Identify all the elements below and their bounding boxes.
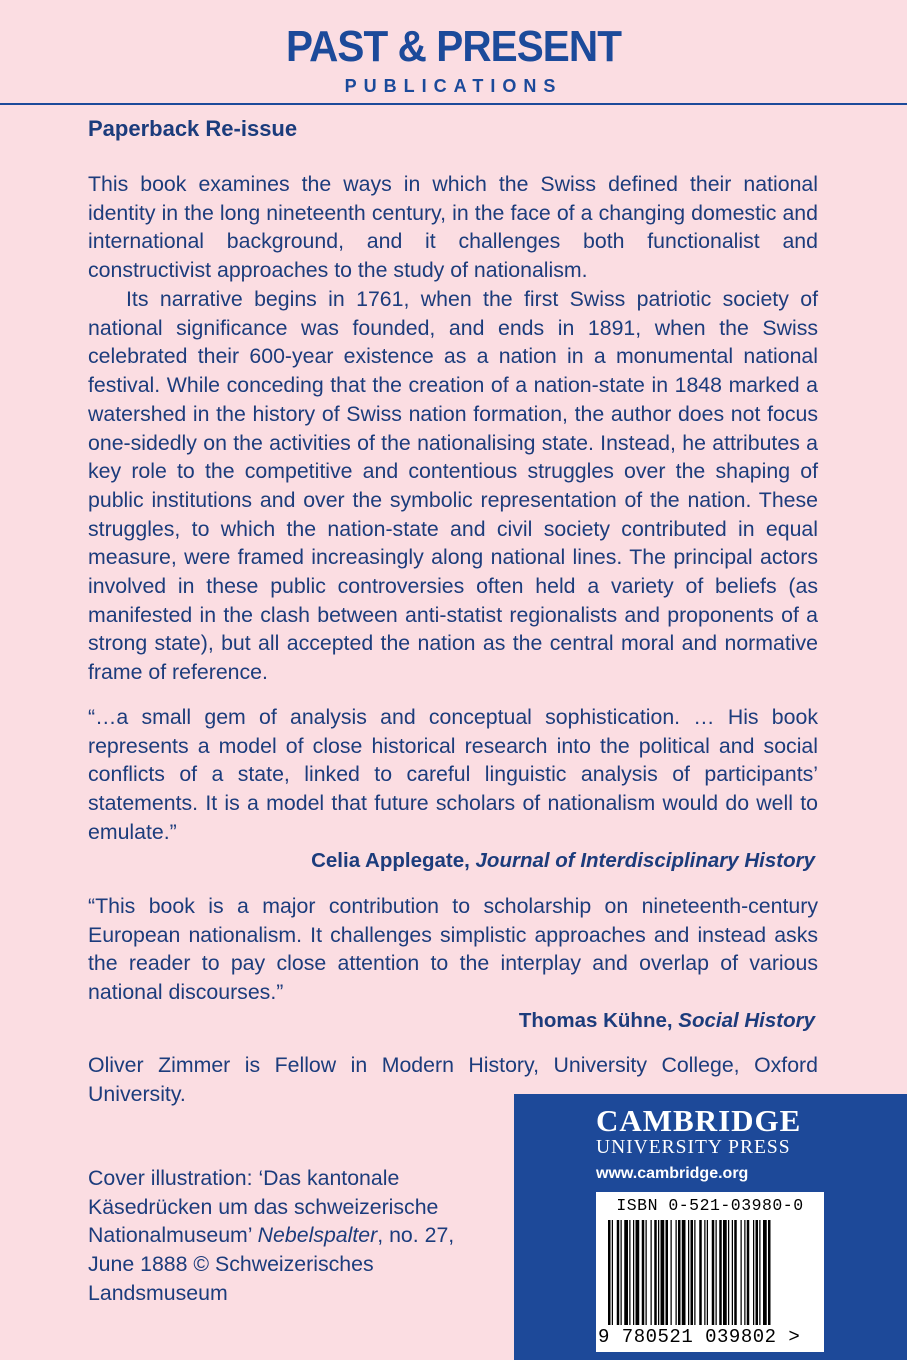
cover-illustration-credit: [88, 1164, 468, 1308]
review-attribution-2: [519, 1007, 815, 1035]
blurb-paragraph-2: Its narrative begins in 1761, when the first Swiss patriotic society of national significance was founded, and ends in 1891, when the Swiss celebrated their 600-year existence as a nation in a monumental national festival. While conceding that the creation of a nation-state in 1848 marked a watershed in the history of Swiss nation formation, the author does not focus one-sidedly on the activities of the nationalising state. Instead, he attributes a key role to the competitive and contentious struggles over the shaping of public institutions and over the symbolic representation of the nation. These struggles, to which the nation-state and civil society contributed in equal measure, were framed increasingly along national lines. The principal actors involved in these public controversies often held a variety of beliefs (as manifested in the clash between anti-statist regionalists and proponents of a strong state), but all accepted the nation as the central moral and normative frame of reference.: [88, 287, 818, 685]
review-source-2: Social History: [678, 1009, 815, 1032]
barcode-icon: [608, 1220, 812, 1325]
publisher-name: CAMBRIDGE: [596, 1103, 802, 1138]
review-author-1: Celia Applegate,: [311, 849, 470, 872]
publisher-website: www.cambridge.org: [596, 1165, 749, 1182]
blurb-paragraph-1: This book examines the ways in which the Swiss defined their national identity in the long nineteenth century, in the face of a changing domestic and international background, and it challenges both functionalist and constructivist approaches to the study of nationalism.: [88, 172, 818, 283]
review-quote-2: “This book is a major contribution to scholarship on nineteenth-century European nationalism. It challenges simplistic approaches and instead asks the reader to pay close attention to the interplay and overlap of various national discourses.”: [88, 894, 818, 1005]
author-bio: Oliver Zimmer is Fellow in Modern History, University College, Oxford University.: [88, 1053, 818, 1106]
review-author-2: Thomas Kühne,: [518, 1009, 673, 1032]
masthead: [0, 0, 907, 104]
review-quote-1: “…a small gem of analysis and conceptual sophistication. … His book represents a model of close historical research into the political and social conflicts of a state, linked to careful linguistic analysis of participants’ statements. It is a model that future scholars of nationalism would do well to emulate.”: [88, 705, 818, 844]
masthead-divider: [0, 103, 907, 105]
review-attribution-1: [311, 847, 815, 875]
review-source-1: Journal of Interdisciplinary History: [475, 849, 815, 872]
ean-digits: 9 780521 039802 >: [598, 1326, 801, 1348]
cover-credit-publication: Nebelspalter: [257, 1223, 378, 1248]
series-subtitle: PUBLICATIONS: [344, 76, 563, 96]
barcode-panel: [596, 1192, 824, 1352]
publisher-press: UNIVERSITY PRESS: [596, 1137, 791, 1158]
series-title: PAST & PRESENT: [286, 22, 621, 71]
isbn-label: ISBN 0-521-03980-0: [616, 1196, 804, 1215]
cover-credit-details: , no. 27, June 1888 © Schweizerisches Landsmuseum: [88, 1223, 455, 1305]
edition-heading: Paperback Re-issue: [88, 116, 298, 141]
publisher-block: [514, 1094, 907, 1360]
cover-credit-text: Cover illustration: ‘Das kantonale Käsedrücken um das schweizerische Nationalmuseum’: [88, 1166, 439, 1248]
